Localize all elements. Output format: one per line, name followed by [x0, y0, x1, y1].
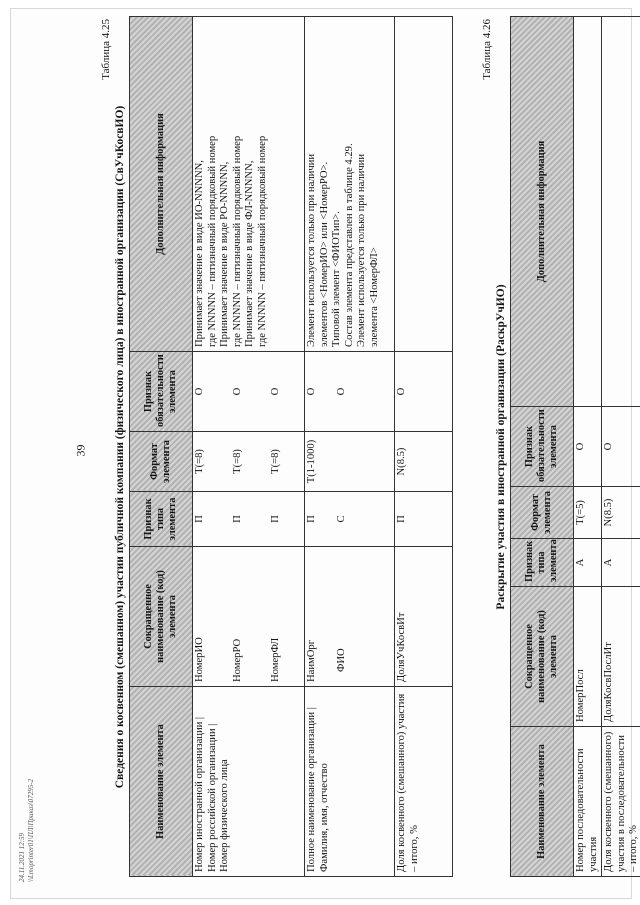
- cell-required: О: [602, 407, 640, 487]
- table1-header-info: Дополнительная информация: [130, 17, 193, 352]
- table1-title: Сведения о косвенном (смешанном) участии публичной компании (физического лица) в иностранной организации (СвУчКосвИО): [114, 105, 126, 789]
- cell-code: НаимОрг ФИО: [305, 547, 395, 687]
- table-row: [574, 17, 602, 877]
- cell-format: T(=8) T(=8) T(=8): [193, 432, 305, 492]
- rotated-content: [100, 17, 640, 877]
- cell-info: Элемент используется только при наличии элементов <НомерИО> или <НомерРО>. Типовой элемент <ФИОТип>. Состав элемента представлен в таблице 4.29. Элемент используется только при наличии элемента <НомерФЛ>: [305, 17, 395, 352]
- cell-code: ДоляУчКосвИт: [395, 547, 453, 687]
- cell-required: О: [395, 352, 453, 432]
- cell-info: [574, 17, 602, 407]
- cell-code: ДоляКосвПослИт: [602, 587, 640, 727]
- cell-type: А: [574, 539, 602, 587]
- table1-header-code: Сокращенное наименование (код) элемента: [130, 547, 193, 687]
- table-row: [395, 17, 453, 877]
- table1-header-required: Признак обязательности элемента: [130, 352, 193, 432]
- table2-header-required: Признак обязательности элемента: [511, 407, 574, 487]
- table1-header-format: Формат элемента: [130, 432, 193, 492]
- cell-required: О О О: [193, 352, 305, 432]
- cell-type: П: [395, 492, 453, 547]
- table1-header-type: Признак типа элемента: [130, 492, 193, 547]
- cell-code: НомерПосл: [574, 587, 602, 727]
- cell-format: N(8.5): [395, 432, 453, 492]
- table1-header-name: Наименование элемента: [130, 687, 193, 877]
- cell-type: П П П: [193, 492, 305, 547]
- table2-header-info: Дополнительная информация: [511, 17, 574, 407]
- table2-header-code: Сокращенное наименование (код) элемента: [511, 587, 574, 727]
- table-row: [602, 17, 640, 877]
- cell-format: T(=5): [574, 487, 602, 539]
- stamp-path: \\Lmoprinter01\ПЛ\Приказ\07295-2: [27, 778, 35, 882]
- cell-type: А: [602, 539, 640, 587]
- cell-name: Номер иностранной организации | Номер российской организации | Номер физического лица: [193, 687, 305, 877]
- table2-header-type: Признак типа элемента: [511, 539, 574, 587]
- table2-label: Таблица 4.26: [481, 19, 493, 80]
- cell-info: [395, 17, 453, 352]
- stamp-date: 24.11.2021 12:59: [18, 832, 26, 882]
- cell-required: О: [574, 407, 602, 487]
- cell-required: О О: [305, 352, 395, 432]
- page-number: 39: [73, 444, 88, 457]
- table-row: [193, 17, 305, 877]
- table2-header-row: [511, 17, 574, 877]
- table2: [510, 16, 640, 877]
- cell-format: T(1-1000): [305, 432, 395, 492]
- table2-header-format: Формат элемента: [511, 487, 574, 539]
- table2-title: Раскрытие участия в иностранной организации (РаскрУчИО): [495, 284, 507, 610]
- table2-header-name: Наименование элемента: [511, 727, 574, 877]
- cell-info: [602, 17, 640, 407]
- table1-label: Таблица 4.25: [100, 19, 112, 80]
- cell-name: Полное наименование организации | Фамилия, имя, отчество: [305, 687, 395, 877]
- table-row: [305, 17, 395, 877]
- cell-type: П С: [305, 492, 395, 547]
- table1-header-row: [130, 17, 193, 877]
- cell-info: Принимает значение в виде ИО-NNNNN, где NNNNN – пятизначный порядковый номер Принимает значение в виде РО-NNNNN, где NNNNN – пятизначный порядковый номер Принимает значение в виде ФЛ-NNNNN, где NNNNN – пятизначный порядковый номер: [193, 17, 305, 352]
- table1: [129, 16, 453, 877]
- cell-code: НомерИО НомерРО НомерФЛ: [193, 547, 305, 687]
- cell-name: Доля косвенного (смешанного) участия – итого, %: [395, 687, 453, 877]
- print-stamp: [18, 692, 38, 882]
- cell-format: N(8.5): [602, 487, 640, 539]
- cell-name: Доля косвенного (смешанного) участия в последовательности – итого, %: [602, 727, 640, 877]
- cell-name: Номер последовательности участия: [574, 727, 602, 877]
